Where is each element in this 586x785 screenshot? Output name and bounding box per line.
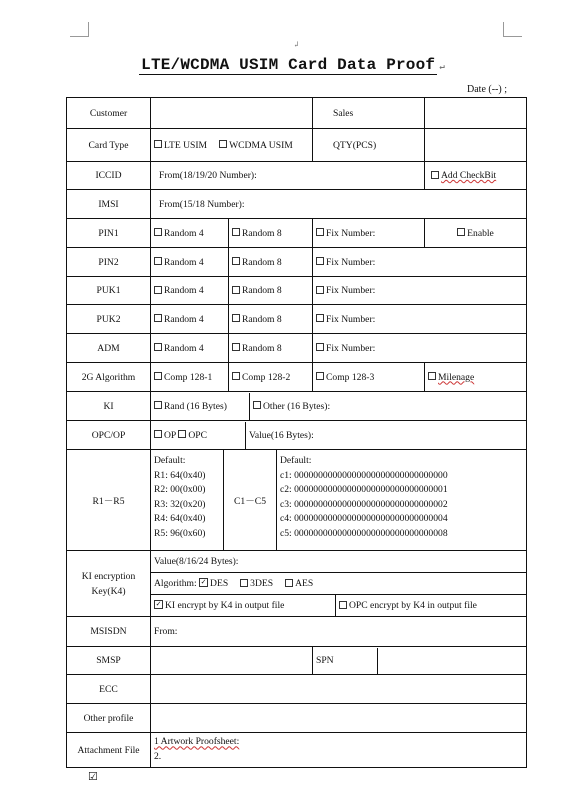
- adm-random8[interactable]: Random 8: [229, 334, 313, 363]
- pin1-label: PIN1: [67, 219, 151, 248]
- checkbox-icon[interactable]: [428, 372, 436, 380]
- k4-algorithm: Algorithm: ✓ DES 3DES AES: [151, 573, 526, 595]
- page-title: LTE/WCDMA USIM Card Data Proof ↵: [141, 56, 445, 74]
- opc-value[interactable]: Value(16 Bytes):: [249, 429, 314, 441]
- imsi-label: IMSI: [67, 190, 151, 219]
- ecc-value[interactable]: [151, 675, 527, 704]
- ki-other-option[interactable]: Other (16 Bytes):: [250, 393, 527, 420]
- checkbox-icon[interactable]: [232, 314, 240, 322]
- opc-label: OPC/OP: [67, 421, 151, 450]
- r-default-label: Default:: [154, 455, 186, 466]
- checkbox-icon[interactable]: [431, 171, 439, 179]
- milenage-option[interactable]: Milenage: [425, 363, 527, 392]
- c-item: c4: 00000000000000000000000000000004: [280, 513, 448, 525]
- checkbox-icon[interactable]: [154, 228, 162, 236]
- c-item: c2: 00000000000000000000000000000001: [280, 484, 448, 496]
- row-other-profile: [67, 704, 527, 733]
- opc-encrypt-output-option[interactable]: OPC encrypt by K4 in output file: [336, 595, 527, 617]
- ki-encryption-block: [151, 551, 527, 617]
- checkbox-icon[interactable]: [154, 314, 162, 322]
- checkbox-icon[interactable]: [316, 228, 324, 236]
- imsi-value[interactable]: From(15/18 Number):: [151, 190, 527, 219]
- r-defaults: [151, 450, 224, 550]
- card-type-options: [151, 129, 313, 162]
- checkbox-icon[interactable]: [232, 228, 240, 236]
- checkbox-icon[interactable]: [219, 140, 227, 148]
- row-opc: [67, 421, 527, 450]
- pin1-random4[interactable]: Random 4: [151, 219, 229, 248]
- comp128-2-option[interactable]: Comp 128-2: [229, 363, 313, 392]
- qty-value[interactable]: [425, 129, 527, 162]
- smsp-value[interactable]: [151, 647, 313, 675]
- add-checkbit-option[interactable]: Add CheckBit: [425, 162, 527, 190]
- row-ki-encryption: [67, 551, 527, 617]
- row-imsi: [67, 190, 527, 219]
- attachment-item: 1 Artwork Proofsheet:: [154, 736, 240, 748]
- puk2-fix-number[interactable]: Fix Number:: [313, 305, 527, 334]
- adm-fix-number[interactable]: Fix Number:: [313, 334, 527, 363]
- msisdn-label: MSISDN: [67, 617, 151, 647]
- pin2-random4[interactable]: Random 4: [151, 248, 229, 277]
- adm-random4[interactable]: Random 4: [151, 334, 229, 363]
- iccid-value[interactable]: From(18/19/20 Number):: [151, 162, 425, 190]
- checkbox-icon[interactable]: [232, 343, 240, 351]
- checked-box-icon[interactable]: ✓: [155, 600, 162, 609]
- checkbox-icon[interactable]: [232, 257, 240, 265]
- comp128-3-option[interactable]: Comp 128-3: [313, 363, 425, 392]
- c-default-label: Default:: [280, 455, 312, 466]
- checkbox-icon[interactable]: [154, 372, 162, 380]
- pin2-label: PIN2: [67, 248, 151, 277]
- row-adm: [67, 334, 527, 363]
- r-item: R2: 00(0x00): [154, 484, 206, 496]
- wcdma-usim-option[interactable]: WCDMA USIM: [219, 140, 293, 151]
- other-profile-value[interactable]: [151, 704, 527, 733]
- customer-label: Customer: [67, 98, 151, 129]
- row-ki: [67, 392, 527, 421]
- spn-block: [313, 647, 527, 675]
- checkbox-icon[interactable]: [316, 343, 324, 351]
- r-item: R1: 64(0x40): [154, 469, 206, 481]
- checkbox-icon[interactable]: [285, 579, 293, 587]
- row-iccid: [67, 162, 527, 190]
- card-data-table: [66, 97, 527, 768]
- c1-c5-label: C1－C5: [224, 450, 277, 550]
- checkbox-icon[interactable]: [154, 401, 162, 409]
- checkbox-icon[interactable]: [154, 343, 162, 351]
- checkbox-icon[interactable]: [154, 286, 162, 294]
- puk2-label: PUK2: [67, 305, 151, 334]
- crop-mark-top-left: [70, 22, 89, 37]
- ki-encrypt-output-option[interactable]: ✓ KI encrypt by K4 in output file: [151, 595, 336, 617]
- sales-value[interactable]: [425, 98, 527, 129]
- row-customer: [67, 98, 527, 129]
- checkbox-icon[interactable]: [253, 401, 261, 409]
- puk1-random4[interactable]: Random 4: [151, 277, 229, 305]
- crop-mark-top-right: [503, 22, 522, 37]
- c-item: c1: 00000000000000000000000000000000: [280, 469, 448, 481]
- header-paragraph-mark: ↲: [293, 40, 300, 49]
- footer-check[interactable]: ☑: [88, 771, 98, 783]
- ki-encryption-label: KI encryption Key(K4): [67, 551, 151, 617]
- pin1-enable[interactable]: Enable: [425, 219, 527, 248]
- checkbox-icon[interactable]: [178, 430, 186, 438]
- checkbox-icon[interactable]: [316, 372, 324, 380]
- row-puk1: [67, 277, 527, 305]
- sales-label: Sales: [313, 98, 425, 129]
- msisdn-value[interactable]: From:: [151, 617, 527, 647]
- k4-value[interactable]: Value(8/16/24 Bytes):: [151, 551, 526, 573]
- row-msisdn: [67, 617, 527, 647]
- checkbox-icon[interactable]: [316, 314, 324, 322]
- adm-label: ADM: [67, 334, 151, 363]
- ki-label: KI: [67, 392, 151, 421]
- checkbox-icon[interactable]: [154, 140, 162, 148]
- checkbox-icon[interactable]: [232, 372, 240, 380]
- row-puk2: [67, 305, 527, 334]
- row-r1-r5: [67, 450, 527, 551]
- algorithm-label: 2G Algorithm: [67, 363, 151, 392]
- c-item: c3: 00000000000000000000000000000002: [280, 498, 448, 510]
- comp128-1-option[interactable]: Comp 128-1: [151, 363, 229, 392]
- puk1-label: PUK1: [67, 277, 151, 305]
- opc-options: [151, 421, 527, 450]
- ki-rand-option[interactable]: Rand (16 Bytes): [151, 393, 250, 420]
- checkbox-icon[interactable]: [240, 579, 248, 587]
- r1-r5-label: R1－R5: [67, 450, 151, 551]
- puk1-random8[interactable]: Random 8: [229, 277, 313, 305]
- pin2-fix-number[interactable]: Fix Number:: [313, 248, 527, 277]
- row-pin2: [67, 248, 527, 277]
- ki-options: [151, 392, 527, 421]
- r-item: R4: 64(0x40): [154, 513, 206, 525]
- attachment-value[interactable]: [151, 733, 527, 768]
- other-profile-label: Other profile: [67, 704, 151, 733]
- spn-value[interactable]: [378, 648, 527, 674]
- pin1-fix-number[interactable]: Fix Number:: [313, 219, 425, 248]
- checkbox-icon[interactable]: [316, 257, 324, 265]
- row-card-type: [67, 129, 527, 162]
- des-option[interactable]: ✓ DES: [200, 578, 229, 589]
- iccid-label: ICCID: [67, 162, 151, 190]
- ecc-label: ECC: [67, 675, 151, 704]
- smsp-label: SMSP: [67, 647, 151, 675]
- checkbox-icon[interactable]: [339, 601, 347, 609]
- puk2-random8[interactable]: Random 8: [229, 305, 313, 334]
- r-item: R3: 32(0x20): [154, 498, 206, 510]
- row-pin1: [67, 219, 527, 248]
- 3des-option[interactable]: 3DES: [240, 578, 273, 589]
- date-line: Date (--) ;: [467, 84, 507, 95]
- r-c-block: [151, 450, 527, 551]
- checkbox-icon[interactable]: [457, 228, 465, 236]
- puk1-fix-number[interactable]: Fix Number:: [313, 277, 527, 305]
- customer-value[interactable]: [151, 98, 313, 129]
- checkbox-icon[interactable]: [232, 286, 240, 294]
- pin1-random8[interactable]: Random 8: [229, 219, 313, 248]
- aes-option[interactable]: AES: [285, 578, 313, 589]
- checked-box-icon[interactable]: ✓: [200, 578, 207, 587]
- card-type-label: Card Type: [67, 129, 151, 162]
- attachment-label: Attachment File: [67, 733, 151, 768]
- pin2-random8[interactable]: Random 8: [229, 248, 313, 277]
- puk2-random4[interactable]: Random 4: [151, 305, 229, 334]
- attachment-item: 2.: [154, 751, 162, 762]
- c-item: c5: 00000000000000000000000000000008: [280, 527, 448, 539]
- checkbox-icon[interactable]: [154, 430, 162, 438]
- checkbox-icon[interactable]: [154, 257, 162, 265]
- r-item: R5: 96(0x60): [154, 527, 206, 539]
- row-ecc: [67, 675, 527, 704]
- opc-type-option[interactable]: OP OPC: [151, 422, 246, 449]
- qty-label: QTY(PCS): [313, 129, 425, 162]
- row-attachment: [67, 733, 527, 768]
- c-defaults: [277, 450, 527, 550]
- lte-usim-option[interactable]: LTE USIM: [154, 140, 207, 151]
- spn-label: SPN: [313, 648, 378, 674]
- checkbox-icon[interactable]: [316, 286, 324, 294]
- row-algorithm: [67, 363, 527, 392]
- row-smsp: [67, 647, 527, 675]
